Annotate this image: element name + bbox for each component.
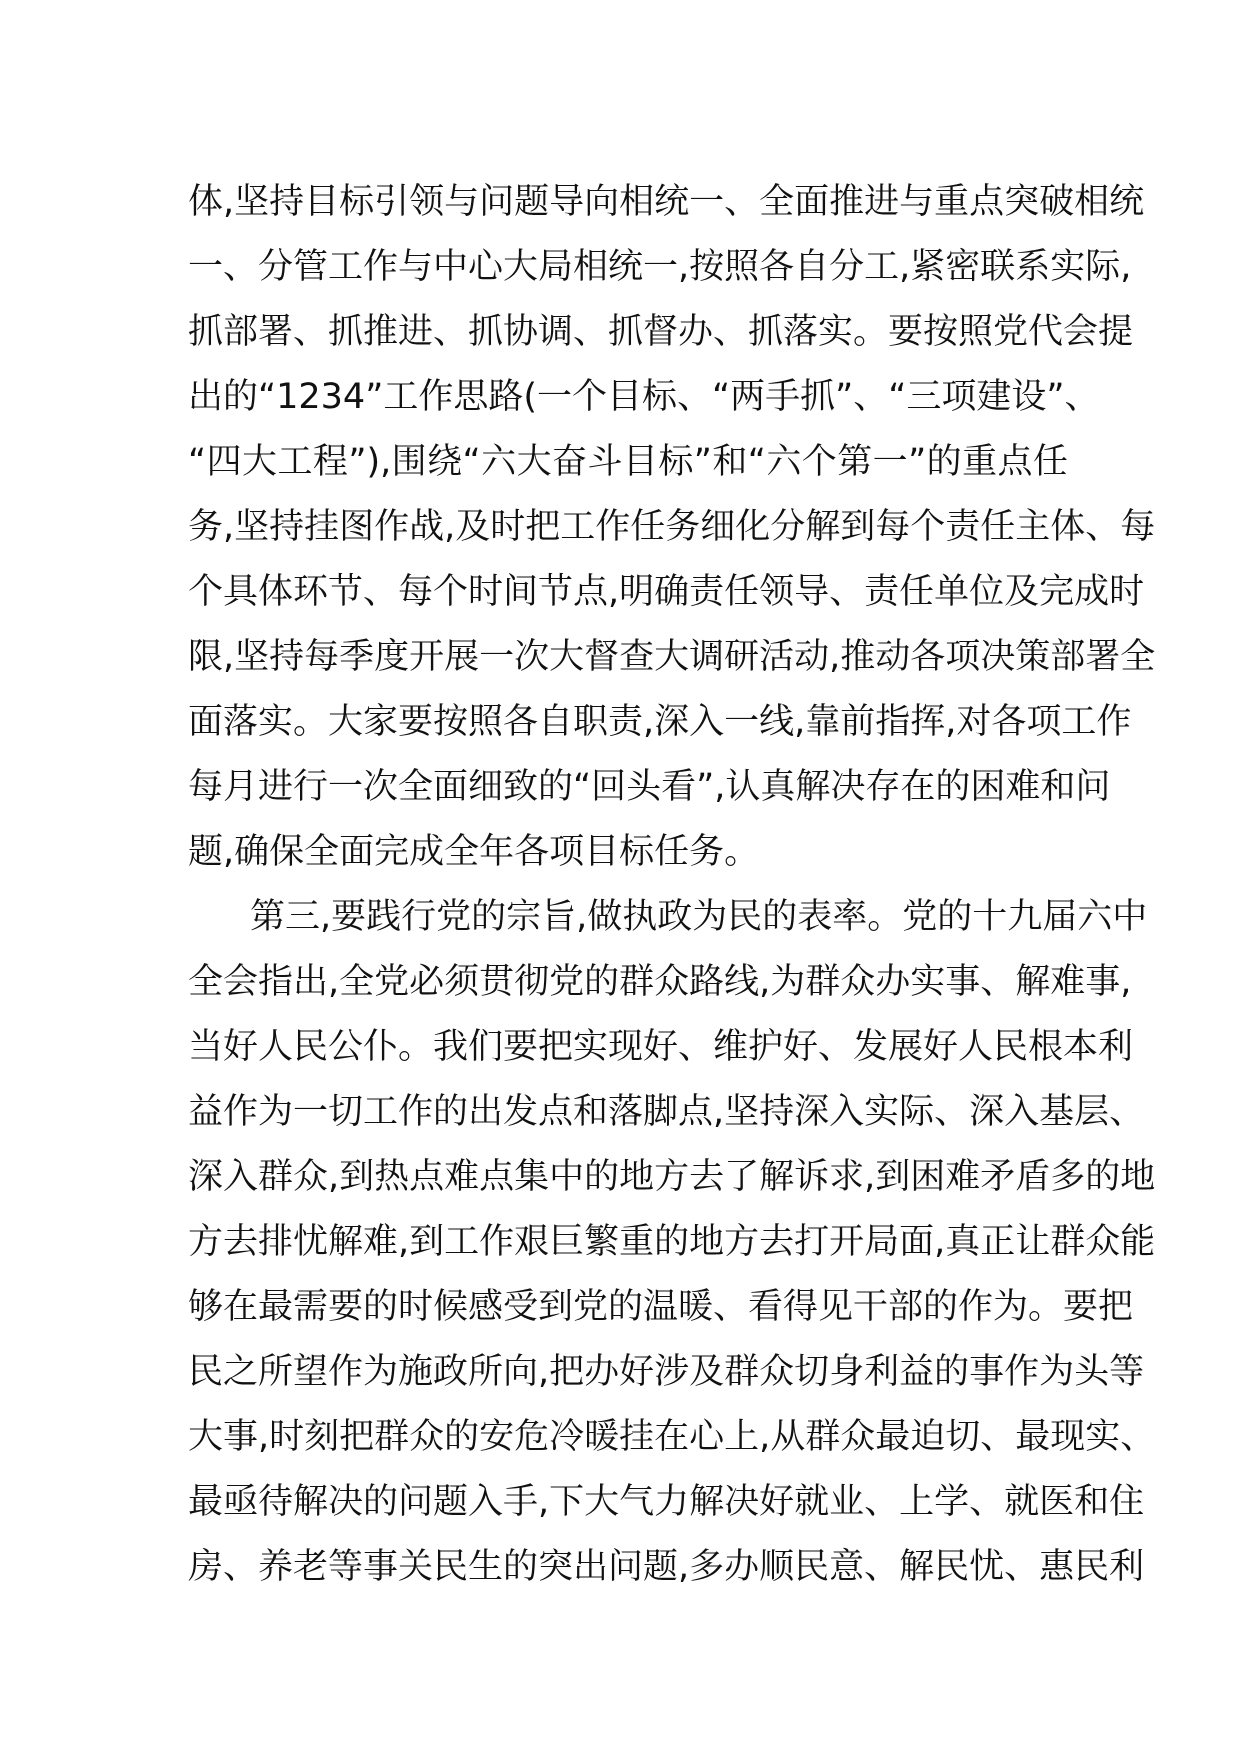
text-line: 够在最需要的时候感受到党的温暖、看得见干部的作为。要把: [188, 1287, 1134, 1327]
text-line: 最亟待解决的问题入手,下大气力解决好就业、上学、就医和住: [188, 1482, 1145, 1522]
text-line: 出的“1234”工作思路(一个目标、“两手抓”、“三项建设”、: [188, 377, 1100, 417]
text-line: 深入群众,到热点难点集中的地方去了解诉求,到困难矛盾多的地: [188, 1157, 1156, 1197]
text-line: 方去排忧解难,到工作艰巨繁重的地方去打开局面,真正让群众能: [188, 1222, 1156, 1262]
text-line: 抓部署、抓推进、抓协调、抓督办、抓落实。要按照党代会提: [188, 312, 1134, 352]
text-line: 民之所望作为施政所向,把办好涉及群众切身利益的事作为头等: [188, 1352, 1145, 1392]
text-line: 面落实。大家要按照各自职责,深入一线,靠前指挥,对各项工作: [188, 702, 1132, 742]
text-line: 每月进行一次全面细致的“回头看”,认真解决存在的困难和问: [188, 767, 1111, 807]
text-line: 全会指出,全党必须贯彻党的群众路线,为群众办实事、解难事,: [188, 962, 1132, 1002]
text-line: 题,确保全面完成全年各项目标任务。: [188, 832, 760, 872]
text-line: 限,坚持每季度开展一次大督查大调研活动,推动各项决策部署全: [188, 637, 1156, 677]
text-line: 房、养老等事关民生的突出问题,多办顺民意、解民忧、惠民利: [188, 1547, 1145, 1587]
text-line: 体,坚持目标引领与问题导向相统一、全面推进与重点突破相统: [188, 182, 1145, 222]
text-line: “四大工程”),围绕“六大奋斗目标”和“六个第一”的重点任: [188, 442, 1068, 482]
text-line: 大事,时刻把群众的安危冷暖挂在心上,从群众最迫切、最现实、: [188, 1417, 1156, 1457]
text-line: 一、分管工作与中心大局相统一,按照各自分工,紧密联系实际,: [188, 247, 1132, 287]
text-line: 个具体环节、每个时间节点,明确责任领导、责任单位及完成时: [188, 572, 1145, 612]
paragraph-start-line: 第三,要践行党的宗旨,做执政为民的表率。党的十九届六中: [250, 897, 1148, 937]
body-text: [188, 170, 1156, 1600]
text-line: 当好人民公仆。我们要把实现好、维护好、发展好人民根本利: [188, 1027, 1134, 1067]
text-line: 益作为一切工作的出发点和落脚点,坚持深入实际、深入基层、: [188, 1092, 1145, 1132]
text-line: 务,坚持挂图作战,及时把工作任务细化分解到每个责任主体、每: [188, 507, 1156, 547]
